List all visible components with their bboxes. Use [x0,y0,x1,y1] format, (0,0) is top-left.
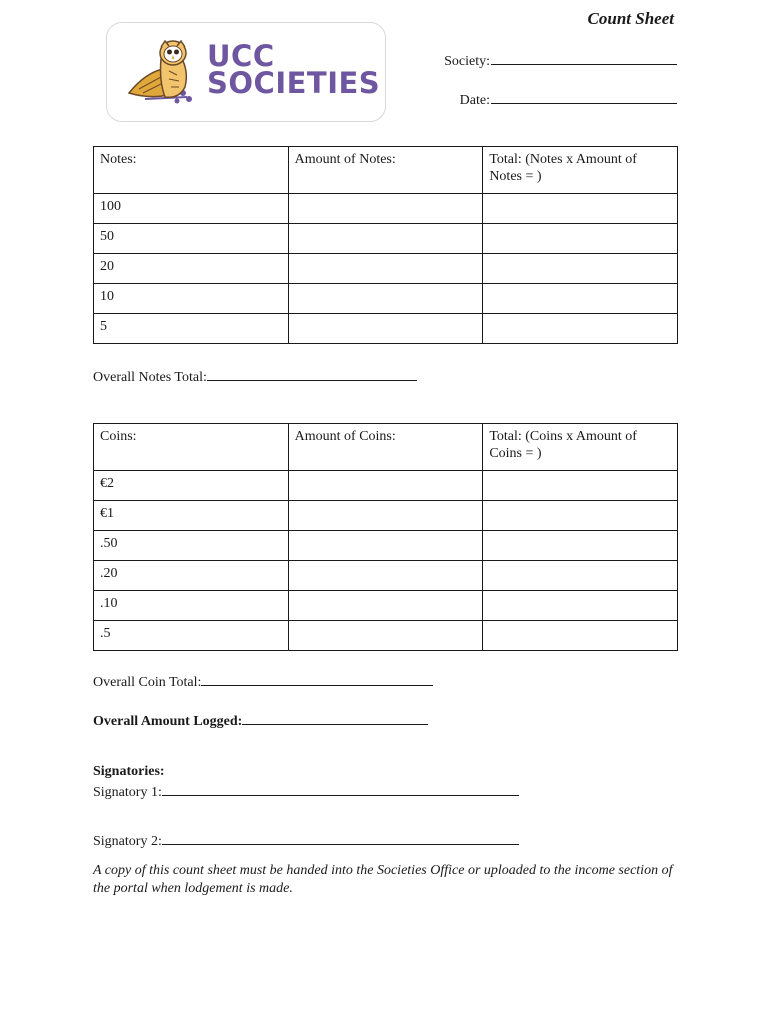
table-row [94,471,678,501]
society-blank[interactable] [491,50,677,65]
amount-logged-field[interactable] [93,710,428,730]
date-label: Date: [459,93,490,108]
table-header-cell: Total: (Coins x Amount of Coins = ) [483,424,678,471]
table-row [94,284,678,314]
table-header-cell: Total: (Notes x Amount of Notes = ) [483,147,678,194]
denomination-cell: 10 [94,284,289,314]
total-cell[interactable] [483,194,678,224]
ucc-societies-logo [106,22,386,122]
notes-total-blank[interactable] [207,366,417,381]
table-row [94,591,678,621]
amount-cell[interactable] [288,314,483,344]
denomination-cell: 50 [94,224,289,254]
signatory-1-blank[interactable] [162,781,519,796]
total-cell[interactable] [483,531,678,561]
table-row [94,224,678,254]
footer-note: A copy of this count sheet must be handed into the Societies Office or uploaded to the income section of the portal when lodgement is made. [93,863,673,896]
total-cell[interactable] [483,314,678,344]
notes-total-field[interactable] [93,366,417,386]
total-cell[interactable] [483,224,678,254]
amount-cell[interactable] [288,284,483,314]
amount-cell[interactable] [288,501,483,531]
table-header-row [94,147,678,194]
amount-cell[interactable] [288,224,483,254]
amount-cell[interactable] [288,561,483,591]
table-row [94,621,678,651]
denomination-cell: .10 [94,591,289,621]
denomination-cell: 20 [94,254,289,284]
society-label: Society: [444,54,490,69]
table-row [94,501,678,531]
signatory-2-label: Signatory 2: [93,834,162,849]
total-cell[interactable] [483,254,678,284]
notes-total-label: Overall Notes Total: [93,370,207,385]
date-blank[interactable] [491,89,677,104]
date-field[interactable] [460,89,677,109]
signatory-2-blank[interactable] [162,830,519,845]
signatory-1-field[interactable] [93,781,519,801]
signatory-2-field[interactable] [93,830,519,850]
denomination-cell: €1 [94,501,289,531]
table-header-row [94,424,678,471]
amount-cell[interactable] [288,591,483,621]
table-row [94,194,678,224]
society-field[interactable] [444,50,677,70]
denomination-cell: .5 [94,621,289,651]
coin-total-field[interactable] [93,671,433,691]
amount-cell[interactable] [288,531,483,561]
table-header-cell: Amount of Notes: [288,147,483,194]
amount-cell[interactable] [288,621,483,651]
table-row [94,254,678,284]
amount-cell[interactable] [288,254,483,284]
table-header-cell: Coins: [94,424,289,471]
logo-wordmark: UCC SOCIETIES [207,39,381,100]
notes-table [93,146,678,344]
table-header-cell: Notes: [94,147,289,194]
total-cell[interactable] [483,561,678,591]
total-cell[interactable] [483,501,678,531]
coins-table [93,423,678,651]
table-row [94,314,678,344]
amount-cell[interactable] [288,194,483,224]
amount-logged-blank[interactable] [242,710,428,725]
total-cell[interactable] [483,284,678,314]
denomination-cell: .20 [94,561,289,591]
table-header-cell: Amount of Coins: [288,424,483,471]
signatory-1-label: Signatory 1: [93,785,162,800]
coin-total-blank[interactable] [201,671,433,686]
signatories-heading: Signatories: [93,764,165,779]
total-cell[interactable] [483,471,678,501]
total-cell[interactable] [483,591,678,621]
total-cell[interactable] [483,621,678,651]
denomination-cell: .50 [94,531,289,561]
table-row [94,531,678,561]
denomination-cell: 5 [94,314,289,344]
denomination-cell: €2 [94,471,289,501]
amount-cell[interactable] [288,471,483,501]
denomination-cell: 100 [94,194,289,224]
coin-total-label: Overall Coin Total: [93,675,202,690]
amount-logged-label: Overall Amount Logged: [93,714,243,729]
page-title: Count Sheet [587,9,674,28]
owl-icon [125,37,205,109]
table-row [94,561,678,591]
